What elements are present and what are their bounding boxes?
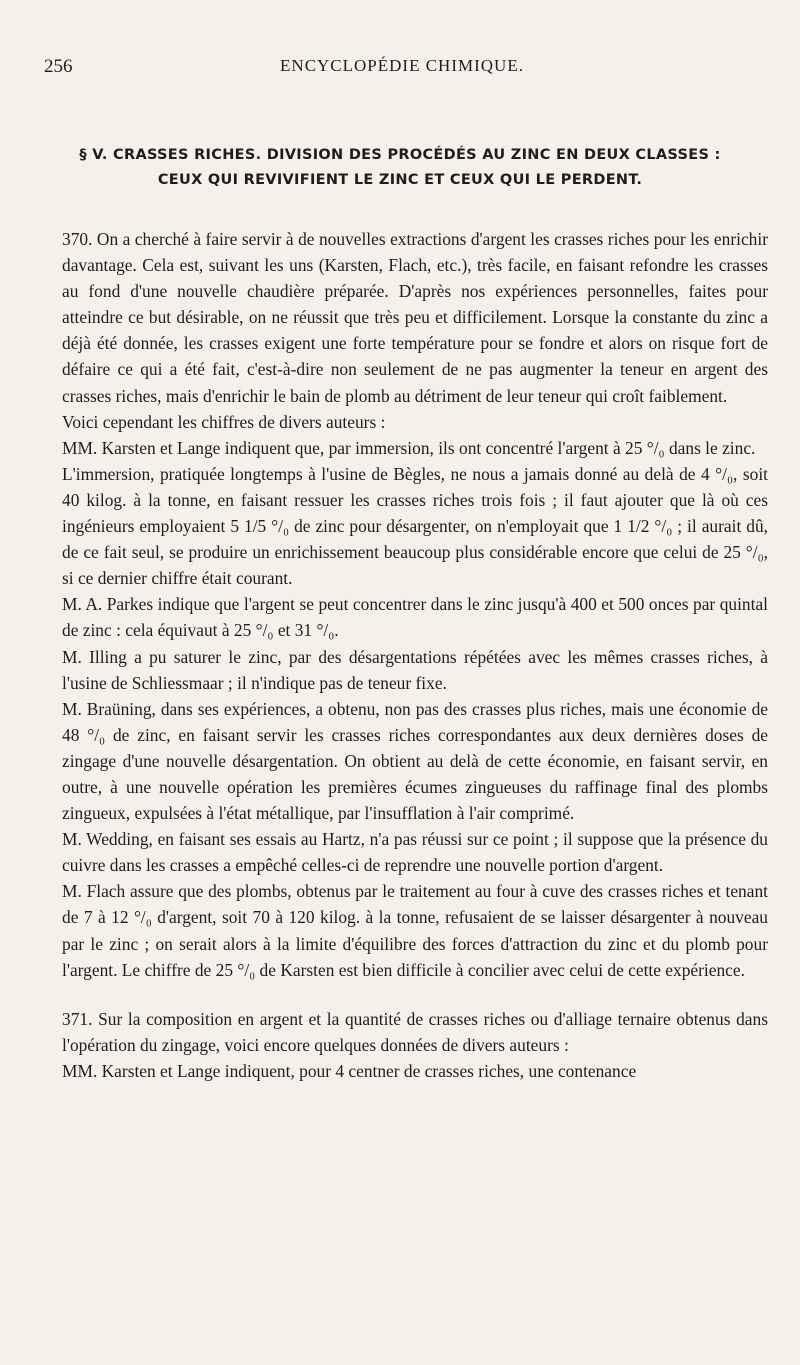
page-header xyxy=(44,56,760,80)
section-title-line-1: § V. CRASSES RICHES. DIVISION DES PROCÉDÉS AU ZINC EN DEUX CLASSES : xyxy=(79,147,721,163)
page-number: 256 xyxy=(44,56,73,77)
paragraph: M. Wedding, en faisant ses essais au Hartz, n'a pas réussi sur ce point ; il suppose que la présence du cuivre dans les crasses a empêché celles-ci de reprendre une nouvelle portion d'argent. xyxy=(62,829,768,876)
section-title xyxy=(60,143,740,193)
paragraph: MM. Karsten et Lange indiquent que, par immersion, ils ont concentré l'argent à 25 °/₀ dans le zinc. xyxy=(62,437,756,458)
paragraph: L'immersion, pratiquée longtemps à l'usine de Bègles, ne nous a jamais donné au delà de 4 °/₀, soit 40 kilog. à la tonne, en faisant ressuer les crasses riches trois fois ; il faut ajouter que là où ces ingénieurs employaient 5 1/5 °/₀ de zinc pour désargenter, on n'employait que 1 1/2 °/₀ ; il aurait dû, de ce fait seul, se produire un enrichissement beaucoup plus considérable encore que celui de 25 °/₀, si ce dernier chiffre était courant. xyxy=(62,463,768,589)
paragraph-370: 370. On a cherché à faire servir à de nouvelles extractions d'argent les crasses riches pour les enrichir davantage. Cela est, suivant les uns (Karsten, Flach, etc.), très facile, en faisant refondre les crasses au fond d'une nouvelle chaudière préparée. D'après nos expériences personnelles, faites pour atteindre ce but désirable, on ne réussit que très peu et difficilement. Lorsque la constante du zinc a déjà été donnée, les crasses exigent une forte température pour se fondre et alors on risque fort de défaire ce qui a été fait, c'est-à-dire non seulement de ne pas augmenter la teneur en argent des crasses riches, mais d'enrichir le bain de plomb au détriment de leur teneur qui croît faiblement. xyxy=(62,229,768,406)
running-head: ENCYCLOPÉDIE CHIMIQUE. xyxy=(280,56,524,75)
body-text xyxy=(62,226,768,1084)
paragraph: M. Braüning, dans ses expériences, a obtenu, non pas des crasses plus riches, mais une économie de 48 °/₀ de zinc, en faisant servir les crasses riches correspondantes aux deux dernières doses de zingage d'une nouvelle désargentation. On obtient au delà de cette économie, en faisant servir, en outre, à une nouvelle opération les premières écumes zingueuses du raffinage final des plombs zingueux, expulsées à l'état métallique, par l'insufflation à l'air comprimé. xyxy=(62,698,768,824)
paragraph-371: 371. Sur la composition en argent et la quantité de crasses riches ou d'alliage ternaire obtenus dans l'opération du zingage, voici encore quelques données de divers auteurs : xyxy=(62,1008,768,1055)
paragraph-gap xyxy=(62,983,768,1006)
paragraph: Voici cependant les chiffres de divers auteurs : xyxy=(62,411,386,432)
paragraph: M. Illing a pu saturer le zinc, par des désargentations répétées avec les mêmes crasses riches, à l'usine de Schliessmaar ; il n'indique pas de teneur fixe. xyxy=(62,646,768,693)
section-title-line-2: CEUX QUI REVIVIFIENT LE ZINC ET CEUX QUI LE PERDENT. xyxy=(157,172,643,188)
paragraph: MM. Karsten et Lange indiquent, pour 4 centner de crasses riches, une contenance xyxy=(62,1060,637,1081)
paragraph: M. Flach assure que des plombs, obtenus par le traitement au four à cuve des crasses riches et tenant de 7 à 12 °/₀ d'argent, soit 70 à 120 kilog. à la tonne, refusaient de se laisser désargenter à nouveau par le zinc ; on serait alors à la limite d'équilibre des forces d'attraction du zinc et du plomb pour l'argent. Le chiffre de 25 °/₀ de Karsten est bien difficile à concilier avec celui de cette expérience. xyxy=(62,881,768,980)
paragraph: M. A. Parkes indique que l'argent se peut concentrer dans le zinc jusqu'à 400 et 500 onces par quintal de zinc : cela équivaut à 25 °/₀ et 31 °/₀. xyxy=(62,594,768,641)
